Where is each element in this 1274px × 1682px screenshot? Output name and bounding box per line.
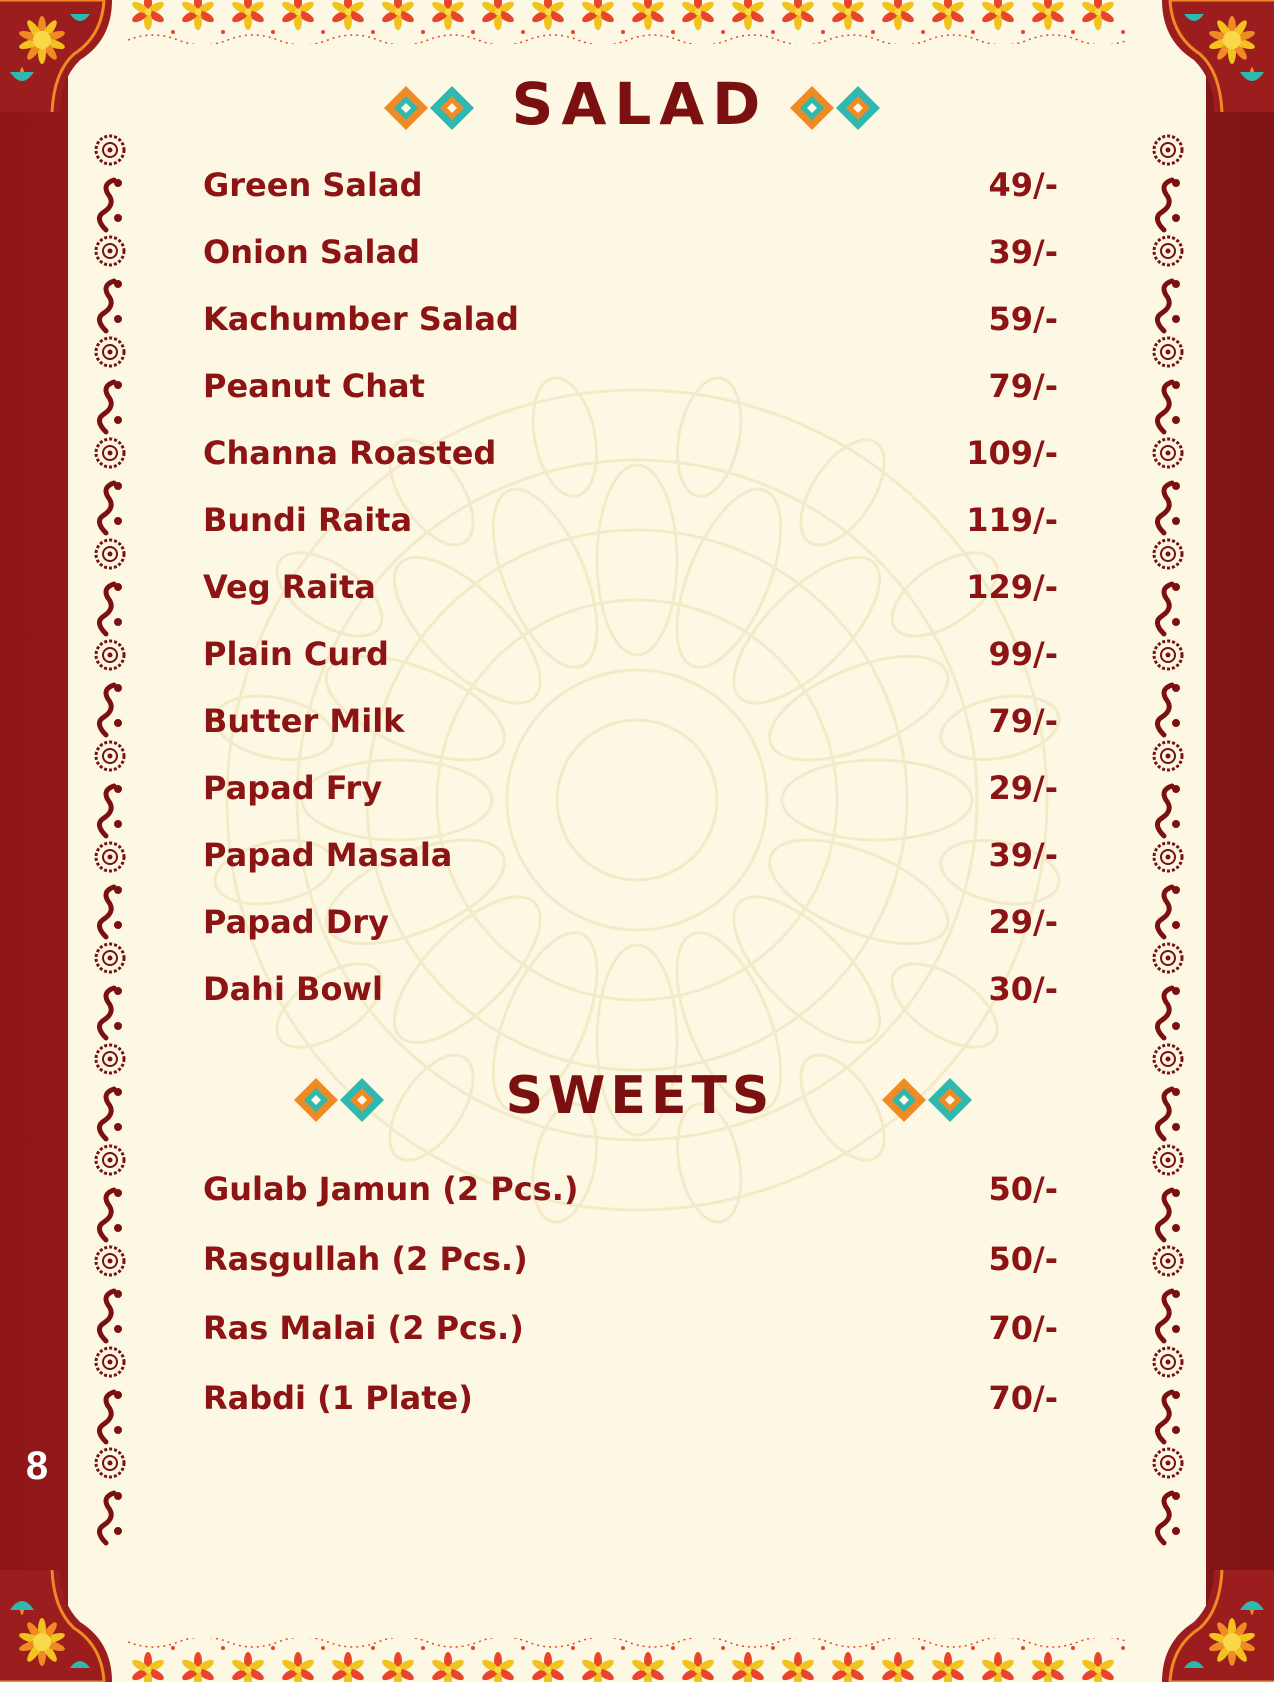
item-name: Papad Masala xyxy=(203,836,453,874)
menu-item-row xyxy=(203,1309,1058,1359)
bottom-floral-band xyxy=(128,1638,1148,1682)
item-name: Kachumber Salad xyxy=(203,300,519,338)
item-price: 70/- xyxy=(988,1378,1058,1417)
item-name: Bundi Raita xyxy=(203,501,413,539)
item-name: Papad Dry xyxy=(203,903,389,941)
item-name: Rabdi (1 Plate) xyxy=(203,1378,473,1417)
item-price: 79/- xyxy=(988,702,1058,740)
item-price: 30/- xyxy=(988,970,1058,1008)
item-price: 70/- xyxy=(988,1309,1058,1347)
item-price: 49/- xyxy=(988,166,1058,204)
item-price: 50/- xyxy=(988,1239,1058,1278)
menu-item-row xyxy=(203,233,1058,283)
diamond-ornament-icon xyxy=(882,1076,974,1124)
menu-item-row xyxy=(203,635,1058,685)
corner-ornament-icon xyxy=(0,0,112,112)
corner-ornament-icon xyxy=(1162,1570,1274,1682)
item-name: Green Salad xyxy=(203,166,423,204)
corner-ornament-icon xyxy=(0,1570,112,1682)
item-price: 59/- xyxy=(988,300,1058,338)
menu-item-row xyxy=(203,769,1058,819)
item-name: Ras Malai (2 Pcs.) xyxy=(203,1309,524,1347)
item-price: 29/- xyxy=(988,903,1058,941)
corner-ornament-icon xyxy=(1162,0,1274,112)
menu-item-row xyxy=(203,702,1058,752)
menu-item-row xyxy=(203,300,1058,350)
item-name: Veg Raita xyxy=(203,568,376,606)
item-name: Papad Fry xyxy=(203,769,383,807)
item-price: 39/- xyxy=(988,836,1058,874)
section-title-salad: SALAD xyxy=(511,70,769,138)
item-name: Gulab Jamun (2 Pcs.) xyxy=(203,1170,579,1208)
item-name: Onion Salad xyxy=(203,233,420,271)
item-name: Rasgullah (2 Pcs.) xyxy=(203,1239,528,1278)
menu-item-row xyxy=(203,568,1058,618)
item-name: Butter Milk xyxy=(203,702,405,740)
item-price: 129/- xyxy=(966,568,1058,606)
item-name: Peanut Chat xyxy=(203,367,425,405)
menu-item-row xyxy=(203,1379,1058,1429)
menu-item-row xyxy=(203,367,1058,417)
item-name: Channa Roasted xyxy=(203,434,497,472)
top-floral-band xyxy=(128,0,1148,44)
menu-item-row xyxy=(203,903,1058,953)
right-paisley-border xyxy=(1146,130,1190,1560)
menu-item-row xyxy=(203,836,1058,886)
left-paisley-border xyxy=(88,130,132,1560)
diamond-ornament-icon xyxy=(294,1076,386,1124)
menu-item-row xyxy=(203,501,1058,551)
item-name: Plain Curd xyxy=(203,635,389,673)
item-price: 79/- xyxy=(988,367,1058,405)
item-price: 119/- xyxy=(966,501,1058,539)
item-price: 29/- xyxy=(988,769,1058,807)
menu-item-row xyxy=(203,1170,1058,1220)
item-price: 109/- xyxy=(966,434,1058,472)
menu-item-row xyxy=(203,166,1058,216)
item-name: Dahi Bowl xyxy=(203,970,383,1008)
page-number: 8 xyxy=(25,1444,49,1488)
menu-item-row xyxy=(203,1240,1058,1290)
item-price: 50/- xyxy=(988,1170,1058,1208)
section-title-sweets: SWEETS xyxy=(505,1066,775,1126)
menu-item-row xyxy=(203,434,1058,484)
menu-item-row xyxy=(203,970,1058,1020)
item-price: 39/- xyxy=(988,233,1058,271)
item-price: 99/- xyxy=(988,635,1058,673)
